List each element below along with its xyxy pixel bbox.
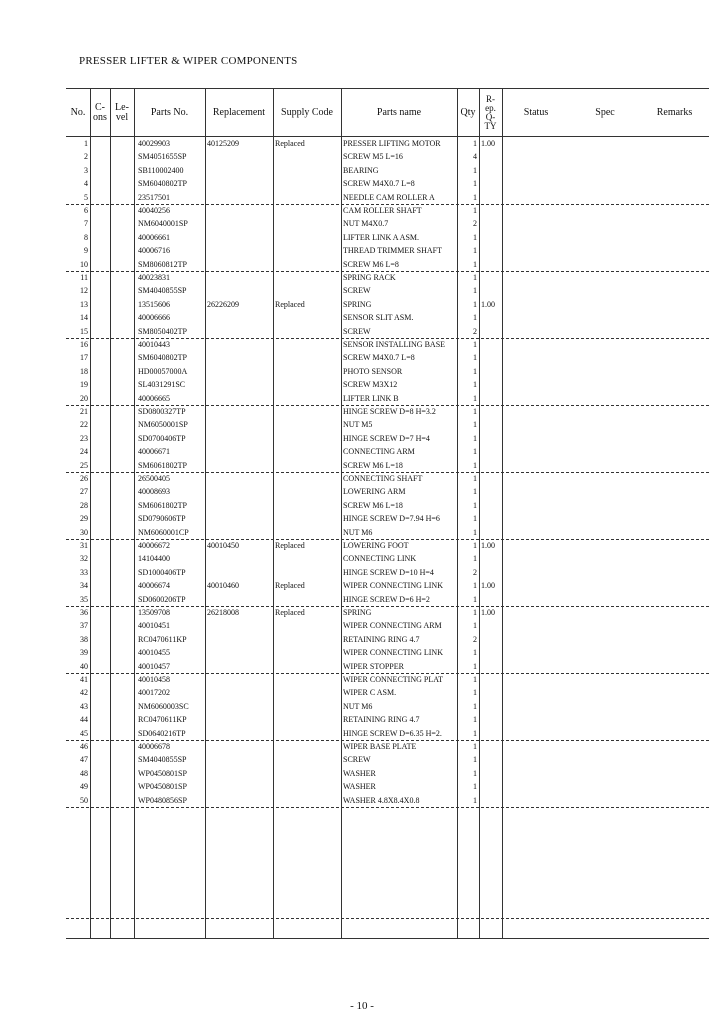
cell-parts-no: NM6060001CP — [138, 527, 189, 537]
table-row — [66, 753, 709, 766]
cell-name: PRESSER LIFTING MOTOR — [343, 139, 441, 148]
table-row — [66, 606, 709, 619]
cell-qty: 4 — [473, 152, 477, 162]
cell-qty: 1 — [473, 407, 477, 416]
cell-rep-qty: 1.00 — [481, 541, 495, 550]
header-replacement: Replacement — [212, 106, 266, 118]
cell-no: 38 — [80, 634, 88, 644]
cell-parts-no: 14104400 — [138, 554, 170, 564]
cell-name: SCREW M4X0.7 L=8 — [343, 353, 415, 363]
table-row — [66, 177, 709, 190]
cell-name: WASHER — [343, 782, 376, 792]
cell-replacement: 40125209 — [207, 139, 239, 148]
cell-supply-code: Replaced — [275, 541, 305, 550]
cell-name: SCREW M4X0.7 L=8 — [343, 179, 415, 189]
cell-qty: 1 — [473, 246, 477, 256]
table-row — [66, 338, 709, 351]
cell-qty: 1 — [473, 232, 477, 242]
cell-no: 10 — [80, 259, 88, 269]
table-row — [66, 794, 709, 807]
cell-name: CONNECTING SHAFT — [343, 474, 423, 483]
table-row — [66, 298, 709, 311]
cell-parts-no: SM4051655SP — [138, 152, 187, 162]
cell-qty: 1 — [473, 299, 477, 309]
table-row — [66, 432, 709, 445]
cell-qty: 2 — [473, 219, 477, 229]
cell-no: 17 — [80, 353, 88, 363]
cell-parts-no: WP0450801SP — [138, 768, 187, 778]
cell-parts-no: NM6060003SC — [138, 701, 189, 711]
page-number: - 10 - — [350, 1000, 374, 1012]
cell-parts-no: SM8060812TP — [138, 259, 187, 269]
cell-name: NUT M6 — [343, 527, 373, 537]
cell-no: 32 — [80, 554, 88, 564]
cell-qty: 2 — [473, 634, 477, 644]
cell-name: CAM ROLLER SHAFT — [343, 206, 422, 215]
table-row — [66, 552, 709, 565]
cell-parts-no: 40017202 — [138, 688, 170, 698]
cell-qty: 1 — [473, 313, 477, 323]
cell-name: WIPER CONNECTING PLAT — [343, 675, 443, 684]
cell-name: SCREW M5 L=16 — [343, 152, 403, 162]
cell-name: WIPER CONNECTING LINK — [343, 648, 443, 658]
cell-qty: 1 — [473, 795, 477, 805]
cell-name: HINGE SCREW D=7 H=4 — [343, 433, 430, 443]
cell-supply-code: Replaced — [275, 608, 305, 617]
cell-no: 27 — [80, 487, 88, 497]
cell-no: 19 — [80, 380, 88, 390]
table-row — [66, 137, 709, 150]
cell-qty: 1 — [473, 661, 477, 671]
cell-no: 49 — [80, 782, 88, 792]
header-status: Status — [523, 106, 549, 118]
table-row — [66, 378, 709, 391]
cell-qty: 1 — [473, 380, 477, 390]
header-no: No. — [70, 106, 86, 118]
cell-qty: 1 — [473, 755, 477, 765]
cell-qty: 1 — [473, 621, 477, 631]
cell-qty: 1 — [473, 259, 477, 269]
cell-qty: 1 — [473, 179, 477, 189]
cell-name: SPRING — [343, 299, 372, 309]
cell-replacement: 40010450 — [207, 541, 239, 550]
cell-supply-code: Replaced — [275, 139, 305, 148]
table-row — [66, 767, 709, 780]
table-row — [66, 311, 709, 324]
cell-name: WIPER C ASM. — [343, 688, 397, 698]
table-row — [66, 472, 709, 485]
cell-no: 48 — [80, 768, 88, 778]
header-level: Le- vel — [115, 101, 129, 123]
table-row — [66, 727, 709, 740]
cell-name: SCREW — [343, 755, 371, 765]
cell-qty: 1 — [473, 139, 477, 148]
cell-no: 50 — [80, 795, 88, 805]
table-row — [66, 164, 709, 177]
cell-qty: 1 — [473, 420, 477, 430]
table-row — [66, 418, 709, 431]
cell-qty: 1 — [473, 165, 477, 175]
cell-no: 37 — [80, 621, 88, 631]
cell-parts-no: SD0700406TP — [138, 433, 186, 443]
cell-name: NUT M6 — [343, 701, 373, 711]
cell-qty: 1 — [473, 192, 477, 202]
cell-name: RETAINING RING 4.7 — [343, 634, 420, 644]
cell-parts-no: SD1000406TP — [138, 567, 186, 577]
cell-parts-no: WP0480856SP — [138, 795, 187, 805]
cell-name: NEEDLE CAM ROLLER A — [343, 192, 435, 202]
cell-parts-no: 40006666 — [138, 313, 170, 323]
cell-replacement: 40010460 — [207, 581, 239, 591]
table-row — [66, 405, 709, 418]
cell-parts-no: 40010458 — [138, 675, 170, 684]
cell-no: 30 — [80, 527, 88, 537]
cell-no: 12 — [80, 286, 88, 296]
cell-parts-no: 40023831 — [138, 273, 170, 282]
cell-parts-no: 40006716 — [138, 246, 170, 256]
cell-name: HINGE SCREW D=8 H=3.2 — [343, 407, 436, 416]
table-row — [66, 271, 709, 284]
cell-name: NUT M4X0.7 — [343, 219, 389, 229]
cell-parts-no: SM8050402TP — [138, 326, 187, 336]
cell-name: SCREW M3X12 — [343, 380, 398, 390]
cell-parts-no: SD0640216TP — [138, 728, 186, 738]
cell-no: 35 — [80, 594, 88, 604]
cell-no: 21 — [80, 407, 88, 416]
cell-parts-no: 26500405 — [138, 474, 170, 483]
cell-name: CONNECTING LINK — [343, 554, 417, 564]
cell-no: 20 — [80, 393, 88, 403]
cell-name: HINGE SCREW D=6 H=2 — [343, 594, 430, 604]
table-row — [66, 485, 709, 498]
header-supply-code: Supply Code — [281, 106, 333, 118]
cell-name: WIPER CONNECTING LINK — [343, 581, 443, 591]
cell-no: 42 — [80, 688, 88, 698]
cell-parts-no: SL4031291SC — [138, 380, 186, 390]
cell-parts-no: RC0470611KP — [138, 634, 187, 644]
cell-qty: 1 — [473, 701, 477, 711]
cell-no: 8 — [84, 232, 88, 242]
cell-qty: 1 — [473, 675, 477, 684]
table-row — [66, 499, 709, 512]
header-remarks: Remarks — [656, 106, 693, 118]
cell-qty: 1 — [473, 487, 477, 497]
table-row — [66, 740, 709, 753]
cell-parts-no: SD0790606TP — [138, 514, 186, 524]
cell-qty: 1 — [473, 286, 477, 296]
cell-parts-no: SM4040855SP — [138, 755, 187, 765]
cell-parts-no: 40008693 — [138, 487, 170, 497]
header-cons: C- ons — [93, 101, 107, 123]
cell-name: LOWERING ARM — [343, 487, 406, 497]
cell-no: 36 — [80, 608, 88, 617]
cell-no: 11 — [80, 273, 88, 282]
cell-no: 34 — [80, 581, 88, 591]
cell-name: LOWERING FOOT — [343, 541, 409, 550]
table-row — [66, 646, 709, 659]
cell-name: SCREW M6 L=18 — [343, 500, 403, 510]
cell-no: 44 — [80, 715, 88, 725]
cell-parts-no: RC0470611KP — [138, 715, 187, 725]
cell-qty: 1 — [473, 728, 477, 738]
cell-parts-no: NM6040001SP — [138, 219, 188, 229]
parts-table — [66, 88, 709, 939]
header-parts-no: Parts No. — [150, 106, 189, 118]
table-row — [66, 392, 709, 405]
cell-supply-code: Replaced — [275, 299, 305, 309]
cell-parts-no: 13515606 — [138, 299, 170, 309]
cell-no: 15 — [80, 326, 88, 336]
table-row — [66, 244, 709, 257]
cell-qty: 1 — [473, 594, 477, 604]
cell-parts-no: 40010451 — [138, 621, 170, 631]
cell-qty: 1 — [473, 742, 477, 751]
table-row — [66, 231, 709, 244]
cell-parts-no: WP0450801SP — [138, 782, 187, 792]
table-row — [66, 713, 709, 726]
cell-parts-no: 40006678 — [138, 742, 170, 751]
cell-name: PHOTO SENSOR — [343, 366, 403, 376]
cell-parts-no: HD00057000A — [138, 366, 188, 376]
cell-rep-qty: 1.00 — [481, 299, 495, 309]
table-row — [66, 673, 709, 686]
cell-parts-no: 13509708 — [138, 608, 170, 617]
cell-name: SENSOR INSTALLING BASE — [343, 340, 446, 349]
cell-qty: 1 — [473, 433, 477, 443]
table-row — [66, 660, 709, 673]
cell-qty: 1 — [473, 340, 477, 349]
cell-no: 4 — [84, 179, 88, 189]
cell-qty: 1 — [473, 782, 477, 792]
table-row — [66, 566, 709, 579]
cell-name: WIPER BASE PLATE — [343, 742, 417, 751]
cell-no: 13 — [80, 299, 88, 309]
cell-qty: 1 — [473, 514, 477, 524]
cell-no: 33 — [80, 567, 88, 577]
cell-parts-no: SM6040802TP — [138, 179, 187, 189]
cell-name: SCREW M6 L=8 — [343, 259, 399, 269]
cell-name: THREAD TRIMMER SHAFT — [343, 246, 442, 256]
cell-qty: 1 — [473, 581, 477, 591]
cell-qty: 2 — [473, 567, 477, 577]
cell-qty: 1 — [473, 353, 477, 363]
cell-qty: 1 — [473, 715, 477, 725]
cell-qty: 1 — [473, 366, 477, 376]
cell-no: 40 — [80, 661, 88, 671]
table-row — [66, 633, 709, 646]
cell-qty: 1 — [473, 273, 477, 282]
cell-parts-no: 40010457 — [138, 661, 170, 671]
cell-parts-no: 40006671 — [138, 447, 170, 457]
cell-no: 31 — [80, 541, 88, 550]
cell-parts-no: 23517501 — [138, 192, 170, 202]
cell-no: 45 — [80, 728, 88, 738]
page-title: PRESSER LIFTER & WIPER COMPONENTS — [79, 55, 298, 67]
cell-name: SCREW — [343, 326, 371, 336]
cell-no: 41 — [80, 675, 88, 684]
cell-replacement: 26226209 — [207, 299, 239, 309]
cell-no: 1 — [84, 139, 88, 148]
cell-no: 14 — [80, 313, 88, 323]
cell-name: NUT M5 — [343, 420, 373, 430]
cell-no: 46 — [80, 742, 88, 751]
cell-name: WASHER — [343, 768, 376, 778]
cell-name: SCREW M6 L=18 — [343, 460, 403, 470]
cell-no: 2 — [84, 152, 88, 162]
cell-parts-no: 40040256 — [138, 206, 170, 215]
cell-parts-no: 40006661 — [138, 232, 170, 242]
cell-parts-no: NM6050001SP — [138, 420, 188, 430]
cell-name: SPRING RACK — [343, 273, 396, 282]
cell-name: WIPER STOPPER — [343, 661, 404, 671]
cell-qty: 1 — [473, 460, 477, 470]
cell-parts-no: SD0600206TP — [138, 594, 186, 604]
cell-no: 7 — [84, 219, 88, 229]
cell-qty: 1 — [473, 541, 477, 550]
cell-qty: 1 — [473, 554, 477, 564]
cell-no: 3 — [84, 165, 88, 175]
cell-no: 28 — [80, 500, 88, 510]
cell-parts-no: 40029903 — [138, 139, 170, 148]
table-row — [66, 445, 709, 458]
table-row — [66, 593, 709, 606]
cell-no: 25 — [80, 460, 88, 470]
cell-name: SPRING — [343, 608, 372, 617]
table-row — [66, 686, 709, 699]
cell-no: 9 — [84, 246, 88, 256]
cell-qty: 1 — [473, 447, 477, 457]
header-rep-qty: R- ep. Q- TY — [484, 93, 497, 131]
cell-parts-no: 40010443 — [138, 340, 170, 349]
table-row — [66, 459, 709, 472]
cell-parts-no: SM4040855SP — [138, 286, 187, 296]
table-row — [66, 150, 709, 163]
cell-name: HINGE SCREW D=10 H=4 — [343, 567, 434, 577]
cell-parts-no: SM6061802TP — [138, 460, 187, 470]
cell-no: 24 — [80, 447, 88, 457]
cell-name: HINGE SCREW D=6.35 H=2. — [343, 728, 442, 738]
table-row — [66, 351, 709, 364]
cell-qty: 1 — [473, 768, 477, 778]
cell-qty: 1 — [473, 206, 477, 215]
table-row — [66, 365, 709, 378]
table-row — [66, 780, 709, 793]
table-row — [66, 284, 709, 297]
cell-rep-qty: 1.00 — [481, 581, 495, 591]
table-row — [66, 700, 709, 713]
cell-no: 18 — [80, 366, 88, 376]
table-row — [66, 526, 709, 539]
cell-replacement: 26218008 — [207, 608, 239, 617]
cell-parts-no: 40006665 — [138, 393, 170, 403]
cell-no: 47 — [80, 755, 88, 765]
table-row — [66, 191, 709, 204]
cell-no: 6 — [84, 206, 88, 215]
cell-parts-no: SM6040802TP — [138, 353, 187, 363]
header-spec: Spec — [595, 106, 615, 118]
table-row — [66, 619, 709, 632]
cell-no: 16 — [80, 340, 88, 349]
cell-name: LIFTER LINK B — [343, 393, 399, 403]
cell-name: WASHER 4.8X8.4X0.8 — [343, 795, 420, 805]
cell-name: BEARING — [343, 165, 379, 175]
cell-name: WIPER CONNECTING ARM — [343, 621, 442, 631]
cell-parts-no: 40010455 — [138, 648, 170, 658]
cell-qty: 1 — [473, 608, 477, 617]
cell-no: 23 — [80, 433, 88, 443]
cell-no: 22 — [80, 420, 88, 430]
cell-parts-no: SD0800327TP — [138, 407, 186, 416]
cell-qty: 1 — [473, 688, 477, 698]
cell-no: 26 — [80, 474, 88, 483]
cell-name: CONNECTING ARM — [343, 447, 415, 457]
group-separator — [66, 807, 709, 808]
cell-qty: 1 — [473, 527, 477, 537]
cell-qty: 2 — [473, 326, 477, 336]
cell-name: HINGE SCREW D=7.94 H=6 — [343, 514, 440, 524]
cell-qty: 1 — [473, 648, 477, 658]
cell-no: 43 — [80, 701, 88, 711]
cell-qty: 1 — [473, 474, 477, 483]
cell-parts-no: SM6061802TP — [138, 500, 187, 510]
group-separator — [66, 918, 709, 919]
table-row — [66, 258, 709, 271]
cell-qty: 1 — [473, 393, 477, 403]
cell-qty: 1 — [473, 500, 477, 510]
cell-name: SENSOR SLIT ASM. — [343, 313, 414, 323]
cell-parts-no: SB110002400 — [138, 165, 184, 175]
table-row — [66, 217, 709, 230]
table-row — [66, 204, 709, 217]
cell-rep-qty: 1.00 — [481, 139, 495, 148]
cell-parts-no: 40006674 — [138, 581, 170, 591]
table-row — [66, 325, 709, 338]
header-qty: Qty — [460, 106, 476, 118]
header-parts-name: Parts name — [376, 106, 422, 118]
cell-name: RETAINING RING 4.7 — [343, 715, 420, 725]
cell-rep-qty: 1.00 — [481, 608, 495, 617]
cell-no: 29 — [80, 514, 88, 524]
cell-name: LIFTER LINK A ASM. — [343, 232, 420, 242]
cell-supply-code: Replaced — [275, 581, 305, 591]
cell-no: 5 — [84, 192, 88, 202]
table-row — [66, 579, 709, 592]
table-row — [66, 539, 709, 552]
cell-no: 39 — [80, 648, 88, 658]
cell-parts-no: 40006672 — [138, 541, 170, 550]
table-row — [66, 512, 709, 525]
cell-name: SCREW — [343, 286, 371, 296]
